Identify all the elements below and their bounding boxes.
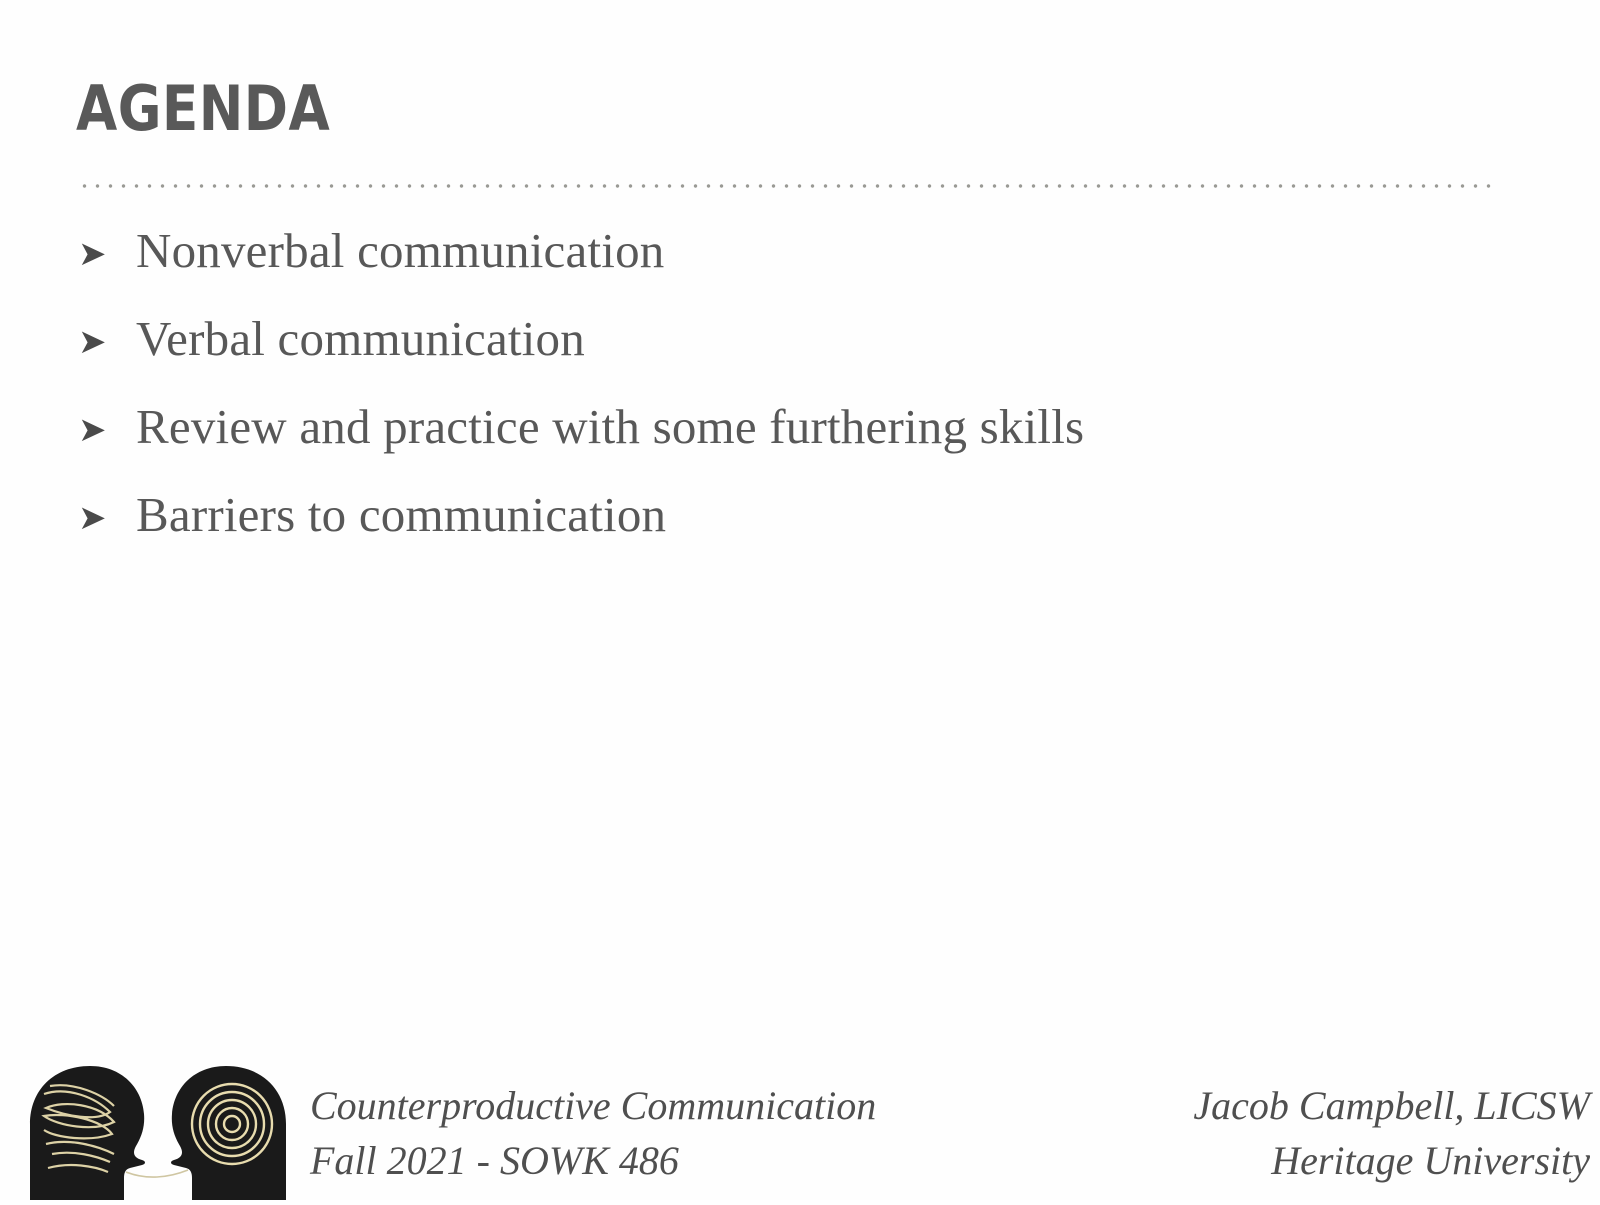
list-item [78,310,1518,372]
dotted-divider [78,183,1496,189]
arrow-bullet-icon: ➤ [78,498,107,538]
arrow-bullet-icon: ➤ [78,234,107,274]
footer-right [1193,1078,1590,1188]
arrow-bullet-icon: ➤ [78,322,107,362]
list-item [78,486,1518,548]
footer-presentation-title: Counterproductive Communication [310,1082,877,1128]
list-item [78,398,1518,460]
list-item-label: Review and practice with some furthering skills [136,399,1085,454]
footer-presenter-name: Jacob Campbell, LICSW [1193,1082,1590,1128]
list-item-label: Nonverbal communication [136,223,665,278]
footer-institution: Heritage University [1271,1137,1590,1183]
two-heads-communication-icon [18,1050,298,1200]
slide-footer [0,1040,1600,1200]
list-item-label: Verbal communication [136,311,585,366]
footer-left [310,1078,876,1188]
list-item [78,222,1518,284]
list-item-label: Barriers to communication [136,487,667,542]
page-title: AGENDA [76,72,331,145]
agenda-list [78,222,1518,574]
footer-course: Fall 2021 - SOWK 486 [310,1137,679,1183]
arrow-bullet-icon: ➤ [78,410,107,450]
